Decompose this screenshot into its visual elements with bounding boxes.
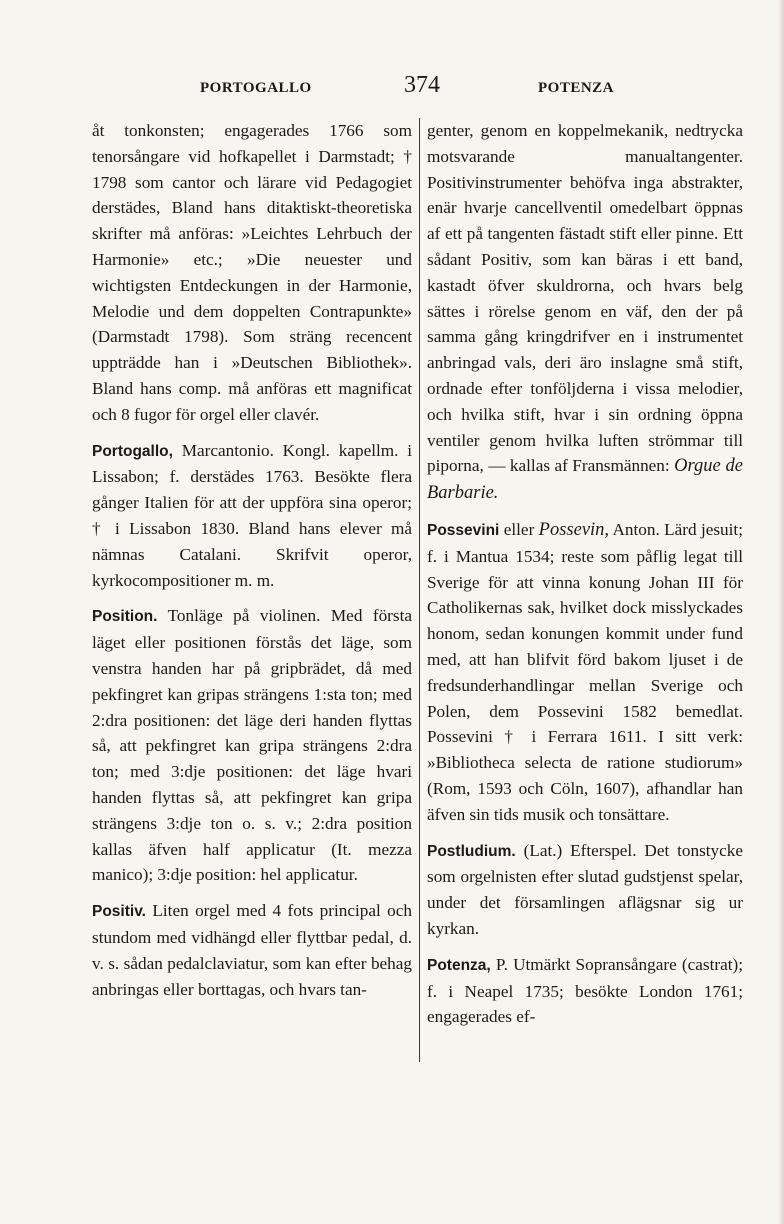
continuation-text: genter, genom en koppelmekanik, nedtrycka motsvarande manualtangenter. Positivinstrumenter behöfva inga abstrakter, enär hvarje cancellventil omedelbart öppnas af ett på tangenten fästadt stift eller pinne. Ett sådant Positiv, som kan bäras i ett band, kastadt öfver skuldrorna, och hvars belg sättes i rörelse genom en väf, den der på samma gång kringdrifver en i instrumentet anbringad vals, deri äro inslagne små stift, ordnade efter tonföljderna i vissa melodier, och hvilka stift, hvar i sin ordning öppna ventiler genom hvilka luften strömmar till piporna, — kallas af Fransmännen: [427,121,743,476]
page-edge [778,0,784,1224]
entry-text: Tonläge på violinen. Med första läget eller positionen förstås det läge, som venstra handen har på gripbrädet, då med pekfingret kan gripas strängens 1:sta ton; med 2:dra positionen: det läge deri handen flyttas så, att pekfingret kan gripa strängens 2:dra ton; med 3:dje positionen: det läge hvari handen flyttas så, att pekfingret kan gripa strängens 3:dje ton o. s. v.; 2:dra position kallas äfven half applicatur (It. mezza manico); 3:dje position: hel applicatur. [92,606,412,885]
entry-headword: Potenza, [427,956,491,974]
entry-possevini [427,517,743,828]
entry-text: (Lat.) Efterspel. Det tonstycke som orgelnisten efter slutad gudstjenst spelar, under det församlingen aflägsnar sig ur kyrkan. [427,840,743,938]
continuation-italic: Orgue de Barbarie. [427,456,743,504]
column-divider [419,118,420,1062]
entry-italic: Possevin, [538,519,610,540]
running-head [88,72,748,104]
entry-potenza [427,952,743,1030]
header-left-word: PORTOGALLO [200,80,312,96]
entry-text: P. Utmärkt Sopransångare (castrat); f. i Neapel 1735; besökte London 1761; engagerades ef- [427,954,743,1027]
entry-continuation [427,118,743,507]
header-right-word: POTENZA [538,80,615,96]
entry-portogallo [92,438,412,594]
entry-continuation: åt tonkonsten; engagerades 1766 som tenorsångare vid hofkapellet i Darmstadt; † 1798 som cantor och lärare vid Pedagogiet derstädes, Bland hans ditaktiskt-theoretiska skrifter må anföras: »Leichtes Lehrbuch der Harmonie» etc.; »Die neuester und wichtigsten Entdeckungen in der Harmonie, Melodie und dem doppelten Contrapunkte» (Darmstadt 1798). Som sträng recencent uppträdde han i »Deutschen Bibliothek». Bland hans comp. må anföras ett magnificat och 8 fugor för orgel eller clavér. [92,121,412,424]
entry-headword: Positiv. [92,903,146,921]
right-column [427,118,743,1040]
entry-position [92,603,412,888]
entry-headword: Position. [92,608,158,626]
entry-headword: Possevini [427,521,500,539]
page-number: 374 [404,72,440,98]
left-column [92,118,412,1012]
entry-text: Anton. Lärd jesuit; f. i Mantua 1534; reste som påflig legat till Sverige för att vinna konung Johan III för Catholikernas sak, hvilket dock misslyckades honom, sedan konungen kommit under fund med, att han blifvit förd bakom ljuset i de fredsunderhandlingar mellan Sverige och Polen, dem Possevini 1582 bemedlat. Possevini † i Ferrara 1611. I sitt verk: »Bibliotheca selecta de ratione studiorum» (Rom, 1593 och Cöln, 1607), afhandlar han äfven sin tids musik och tonsättare. [427,519,743,824]
entry-positiv [92,898,412,1002]
entry-headword: Portogallo, [92,442,173,460]
entry-headword: Postludium. [427,842,516,860]
entry-postludium [427,838,743,942]
entry-text: Marcantonio. Kongl. kapellm. i Lissabon; f. derstädes 1763. Besökte flera gånger Italien för att der uppföra sina operor; † i Lissabon 1830. Bland hans elever må nämnas Catalani. Skrifvit operor, kyrkocompositioner m. m. [92,440,412,590]
entry-text: Liten orgel med 4 fots principal och stundom med vidhängd eller flyttbar pedal, d. v. s. sådan pedalclaviatur, som kan efter behag anbringas eller borttagas, och hvars tan- [92,901,412,999]
entry-text: eller [499,519,539,539]
